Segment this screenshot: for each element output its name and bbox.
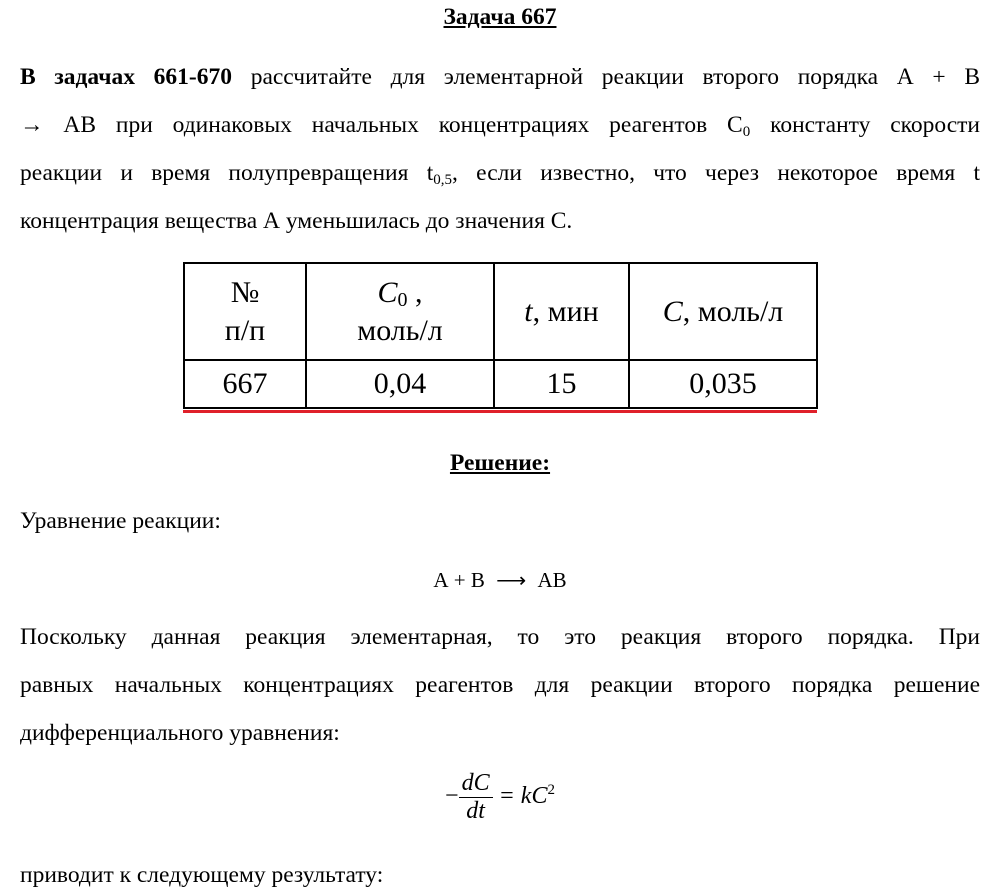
text: концентрация вещества А уменьшилась до значения С.: [20, 208, 573, 234]
text: реакции и время полупревращения t: [20, 160, 434, 186]
text: рассчитайте для элементарной реакции второго порядка А + В: [232, 64, 980, 90]
cell-c: 0,035: [629, 360, 817, 408]
red-underline: [183, 410, 817, 413]
rhs: = kC: [498, 783, 548, 810]
product: АВ: [537, 568, 567, 592]
differential-equation: [0, 770, 1000, 825]
task-title: Задача 667: [443, 4, 557, 30]
subscript: 0,5: [433, 172, 453, 188]
numerator: dC: [459, 770, 493, 798]
text: №: [230, 275, 260, 309]
header-c0: [306, 263, 494, 360]
subscript: 0: [397, 288, 408, 311]
text: ,: [407, 275, 423, 309]
arrow-icon: ⟶: [496, 568, 527, 592]
var: t: [524, 294, 533, 328]
subscript: 0: [742, 124, 751, 140]
reaction-label: Уравнение реакции:: [20, 508, 221, 534]
reaction-equation: [0, 568, 1000, 593]
cell-c0: 0,04: [306, 360, 494, 408]
header-c: [629, 263, 817, 360]
header-number: [184, 263, 306, 360]
exponent: 2: [547, 782, 555, 799]
next-line: приводит к следующему результату:: [20, 862, 384, 888]
text: моль/л: [357, 313, 443, 347]
var: C: [377, 275, 398, 309]
var: C: [662, 294, 683, 328]
denominator: dt: [466, 798, 485, 824]
reactants: А + В: [433, 568, 485, 592]
task-range: В задачах 661-670: [20, 64, 233, 90]
header-t: [494, 263, 629, 360]
solution-heading: Решение:: [449, 450, 551, 476]
text: , если известно, что через некоторое время t: [452, 160, 980, 186]
task-statement: [20, 53, 980, 245]
text: , моль/л: [682, 294, 784, 328]
text: п/п: [224, 313, 266, 347]
text: → АВ при одинаковых начальных концентрациях реагентов С: [20, 112, 743, 138]
data-table: [183, 262, 818, 409]
fraction: [459, 770, 493, 825]
minus: −: [445, 783, 459, 810]
cell-number: 667: [184, 360, 306, 408]
explanation-paragraph: [20, 613, 980, 757]
text: равных начальных концентрациях реагентов для реакции второго порядка решение: [20, 672, 980, 698]
cell-t: 15: [494, 360, 629, 408]
text: Поскольку данная реакция элементарная, то это реакция второго порядка. При: [20, 624, 980, 650]
text: дифференциального уравнения:: [20, 720, 340, 746]
text: константу скорости: [750, 112, 980, 138]
text: , мин: [532, 294, 599, 328]
